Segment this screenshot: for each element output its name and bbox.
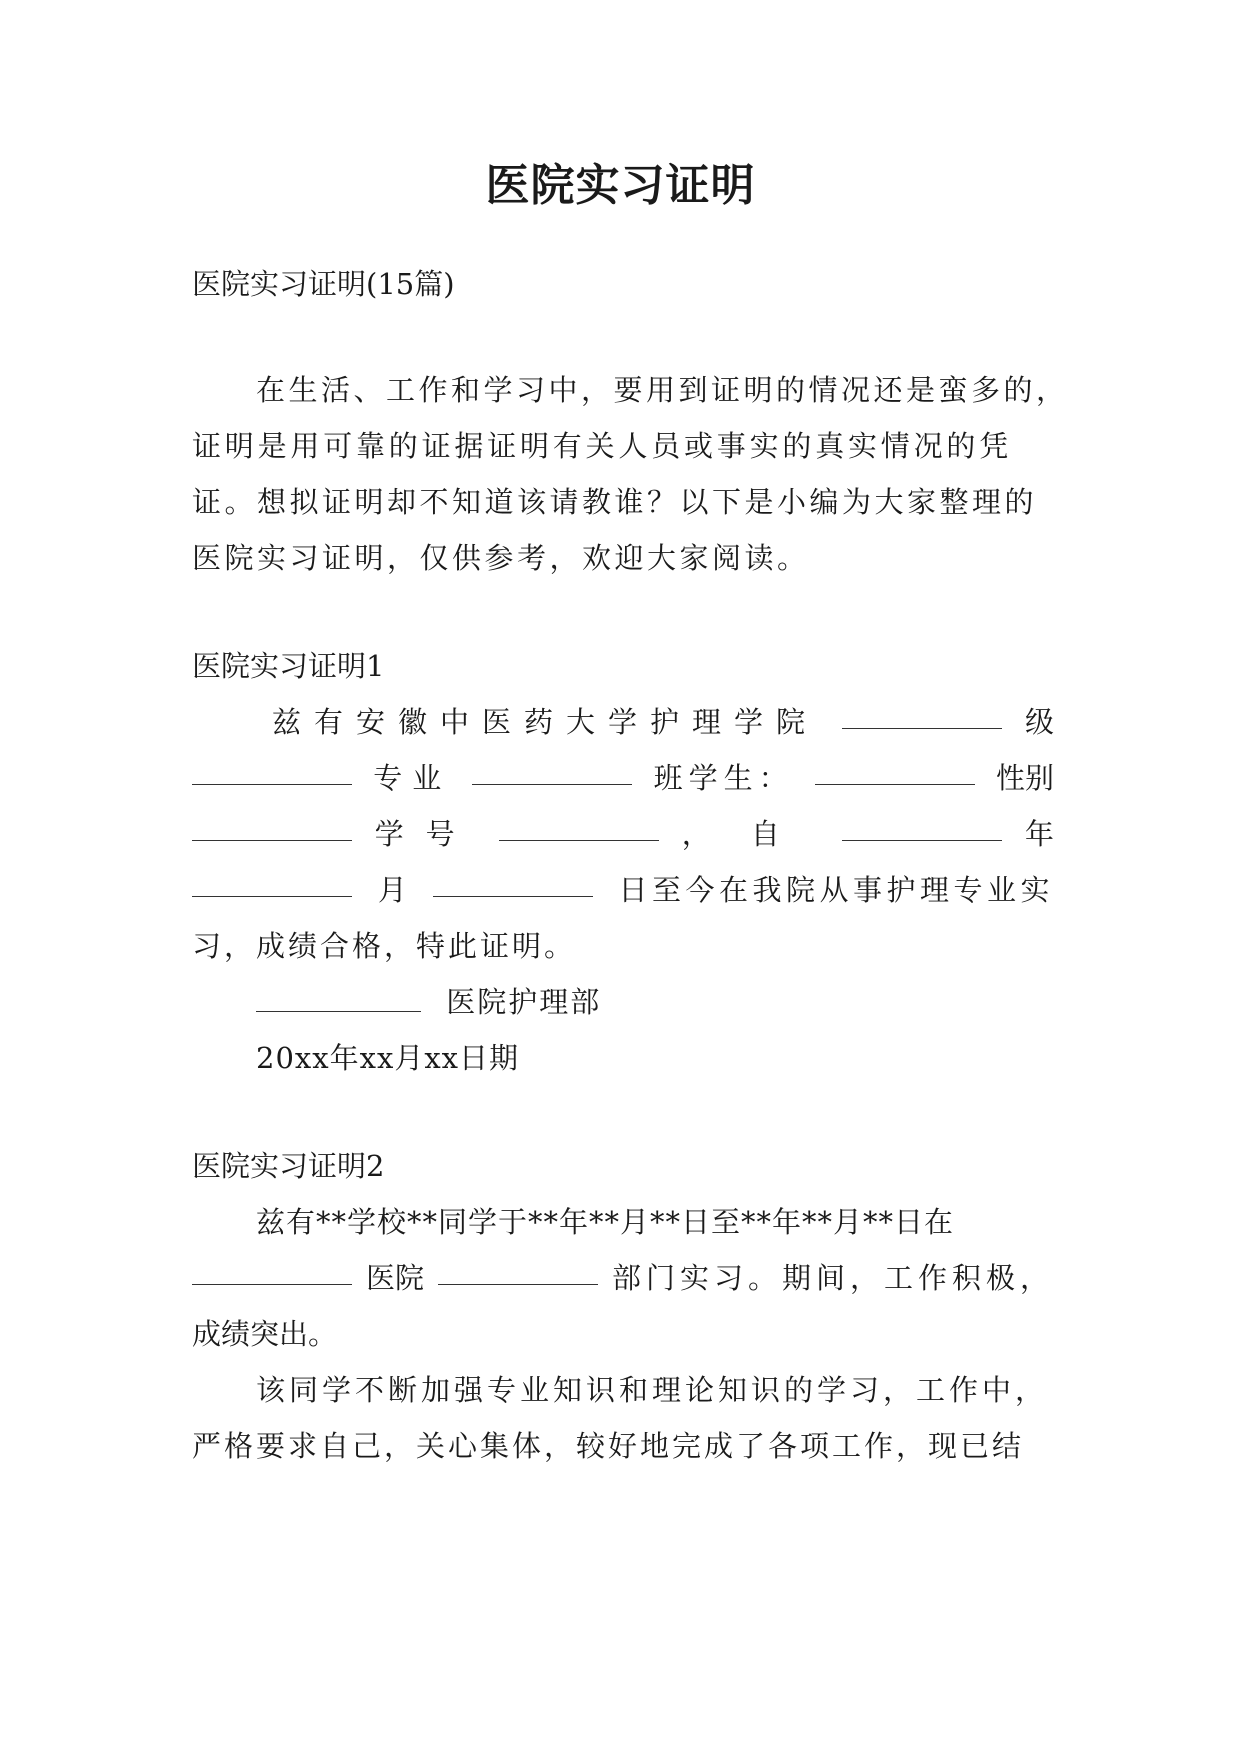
s1-sign-text: 医院护理部 (446, 985, 602, 1019)
s2-para2-line-1: 该同学不断加强专业知识和理论知识的学习，工作中， (256, 1373, 1049, 1407)
s1-l2-student: 班学生： (653, 761, 794, 795)
s2-l2-hospital: 医院 (365, 1261, 424, 1295)
s1-line-3 (192, 814, 1054, 854)
section-2-heading: 医院实习证明2 (192, 1149, 385, 1183)
s1-line-5: 习，成绩合格，特此证明。 (192, 929, 577, 963)
s1-line-2 (192, 758, 1054, 798)
document-title: 医院实习证明 (485, 160, 756, 211)
blank-s2-department[interactable] (438, 1258, 598, 1285)
blank-grade[interactable] (842, 702, 1002, 729)
intro-line-3: 证。想拟证明却不知道该请教谁？以下是小编为大家整理的 (192, 485, 1038, 519)
s1-l1-text: 兹有安徽中医药大学护理学院 (272, 705, 819, 739)
s1-l1-end: 级 (1024, 705, 1054, 739)
s1-l4-text: 日至今在我院从事护理专业实 (618, 873, 1054, 907)
s2-l2-text: 部门实习。期间，工作积极， (611, 1261, 1054, 1295)
s2-para2-line-2: 严格要求自己，关心集体，较好地完成了各项工作，现已结 (192, 1429, 1025, 1463)
s2-line-1: 兹有**学校**同学于**年**月**日至**年**月**日在 (256, 1205, 955, 1239)
blank-class[interactable] (472, 758, 632, 785)
s1-l2-major: 专业 (373, 761, 452, 795)
blank-year[interactable] (842, 814, 1002, 841)
s1-l4-month: 月 (377, 873, 407, 907)
blank-day[interactable] (433, 870, 593, 897)
subtitle: 医院实习证明(15篇) (192, 267, 455, 301)
blank-major[interactable] (192, 758, 352, 785)
blank-hospital[interactable] (256, 985, 421, 1012)
s1-l3-id: 学号 (374, 817, 477, 851)
s1-date: 20xx年xx月xx日期 (256, 1041, 520, 1075)
s2-line-3: 成绩突出。 (192, 1317, 338, 1351)
s1-l3-year: 年 (1024, 817, 1054, 851)
intro-line-2: 证明是用可靠的证据证明有关人员或事实的真实情况的凭 (192, 429, 1013, 463)
s1-l2-gender: 性别 (995, 761, 1054, 795)
blank-s2-hospital[interactable] (192, 1258, 352, 1285)
blank-name[interactable] (815, 758, 975, 785)
s1-line-4 (192, 870, 1054, 910)
intro-text-1: 在生活、工作和学习中，要用到证明的情况还是蛮多的， (256, 373, 1069, 407)
intro-line-1 (256, 370, 1069, 410)
blank-month[interactable] (192, 870, 352, 897)
section-1-heading: 医院实习证明1 (192, 649, 385, 683)
s1-signature (256, 982, 956, 1022)
s1-line-1 (272, 702, 1054, 742)
blank-student-id[interactable] (499, 814, 659, 841)
blank-gender[interactable] (192, 814, 352, 841)
s1-l3-from: ，自 (681, 817, 820, 851)
s2-line-2 (192, 1258, 1054, 1298)
intro-line-4: 医院实习证明，仅供参考，欢迎大家阅读。 (192, 541, 810, 575)
